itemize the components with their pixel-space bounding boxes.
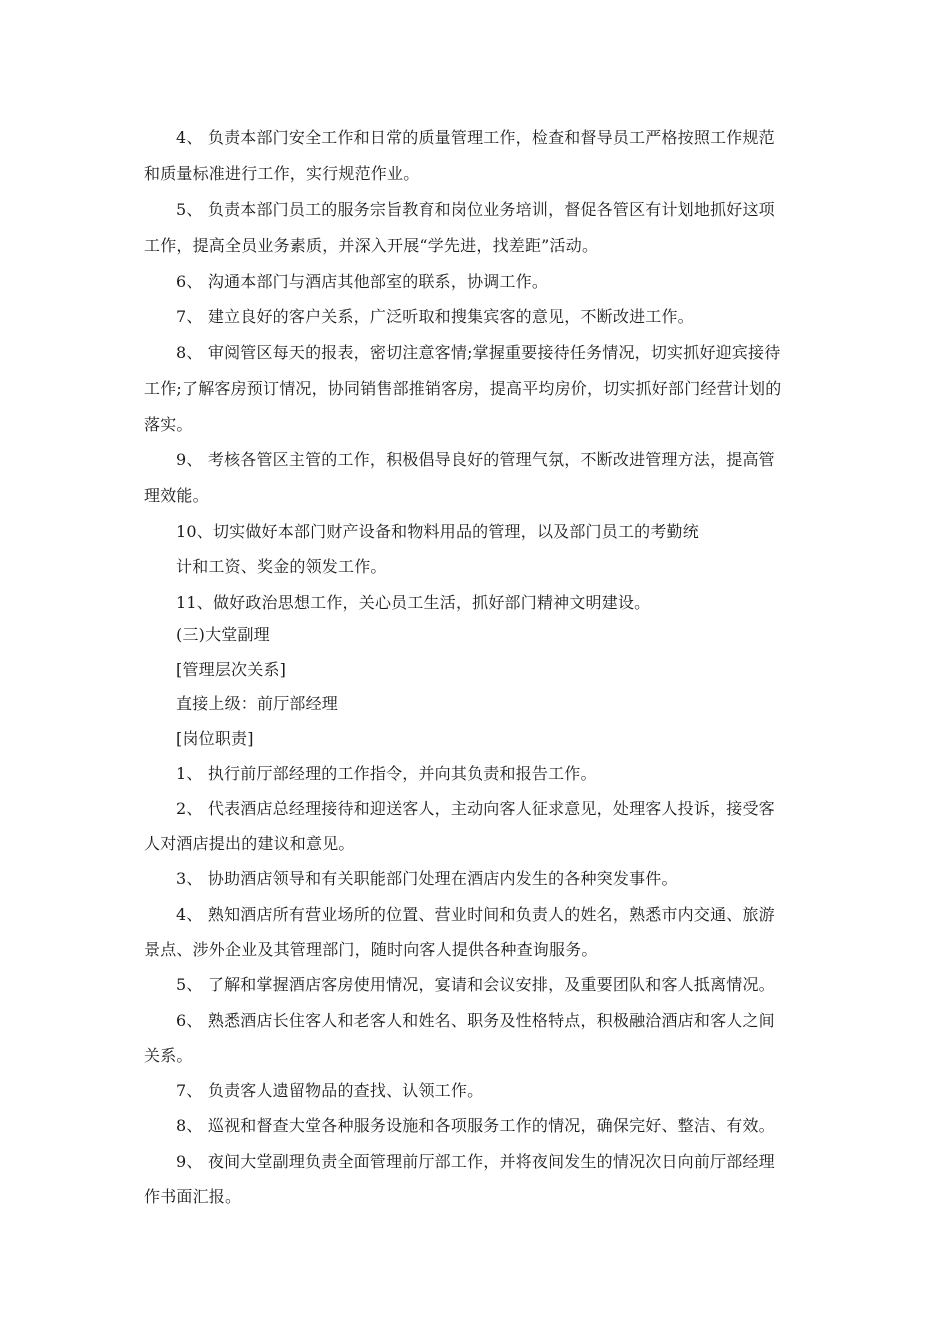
subsection-heading: [岗位职责] bbox=[176, 729, 254, 748]
paragraph-line: 9、 夜间大堂副理负责全面管理前厅部工作，并将夜间发生的情况次日向前厅部经理 bbox=[176, 1152, 775, 1171]
paragraph-line: 3、 协助酒店领导和有关职能部门处理在酒店内发生的各种突发事件。 bbox=[176, 869, 678, 888]
paragraph-line: 作书面汇报。 bbox=[144, 1187, 242, 1206]
paragraph-line: 7、 负责客人遗留物品的查找、认领工作。 bbox=[176, 1081, 484, 1100]
paragraph-line: 6、 熟悉酒店长住客人和老客人和姓名、职务及性格特点，积极融洽酒店和客人之间 bbox=[176, 1011, 775, 1030]
paragraph-line: 8、 审阅管区每天的报表，密切注意客情;掌握重要接待任务情况，切实抓好迎宾接待 bbox=[176, 343, 781, 362]
paragraph-line: 4、 负责本部门安全工作和日常的质量管理工作，检查和督导员工严格按照工作规范 bbox=[176, 128, 775, 147]
paragraph-line: 和质量标准进行工作，实行规范作业。 bbox=[144, 164, 420, 183]
subsection-heading: [管理层次关系] bbox=[176, 660, 287, 679]
paragraph-line: 直接上级：前厅部经理 bbox=[176, 694, 339, 713]
paragraph-line: 8、 巡视和督查大堂各种服务设施和各项服务工作的情况，确保完好、整洁、有效。 bbox=[176, 1116, 775, 1135]
paragraph-line: 景点、涉外企业及其管理部门，随时向客人提供各种查询服务。 bbox=[144, 940, 598, 959]
paragraph-line: 计和工资、奖金的领发工作。 bbox=[176, 557, 387, 576]
paragraph-line: 工作，提高全员业务素质，并深入开展“学先进，找差距”活动。 bbox=[144, 236, 599, 255]
paragraph-line: 2、 代表酒店总经理接待和迎送客人，主动向客人征求意见，处理客人投诉，接受客 bbox=[176, 799, 775, 818]
paragraph-line: 6、 沟通本部门与酒店其他部室的联系，协调工作。 bbox=[176, 272, 549, 291]
section-heading: (三)大堂副理 bbox=[176, 625, 270, 644]
paragraph-line: 5、 了解和掌握酒店客房使用情况，宴请和会议安排，及重要团队和客人抵离情况。 bbox=[176, 975, 775, 994]
paragraph-line: 理效能。 bbox=[144, 486, 209, 505]
paragraph-line: 10、切实做好本部门财产设备和物料用品的管理，以及部门员工的考勤统 bbox=[176, 522, 699, 541]
paragraph-line: 7、 建立良好的客户关系，广泛听取和搜集宾客的意见，不断改进工作。 bbox=[176, 307, 694, 326]
paragraph-line: 人对酒店提出的建议和意见。 bbox=[144, 834, 355, 853]
paragraph-line: 11、做好政治思想工作，关心员工生活，抓好部门精神文明建设。 bbox=[176, 593, 651, 612]
paragraph-line: 9、 考核各管区主管的工作，积极倡导良好的管理气氛，不断改进管理方法，提高管 bbox=[176, 450, 775, 469]
paragraph-line: 5、 负责本部门员工的服务宗旨教育和岗位业务培训，督促各管区有计划地抓好这项 bbox=[176, 200, 775, 219]
paragraph-line: 落实。 bbox=[144, 415, 193, 434]
paragraph-line: 4、 熟知酒店所有营业场所的位置、营业时间和负责人的姓名，熟悉市内交通、旅游 bbox=[176, 905, 775, 924]
paragraph-line: 1、 执行前厅部经理的工作指令，并向其负责和报告工作。 bbox=[176, 764, 597, 783]
paragraph-line: 关系。 bbox=[144, 1046, 193, 1065]
paragraph-line: 工作;了解客房预订情况，协同销售部推销客房，提高平均房价，切实抓好部门经营计划的 bbox=[144, 379, 782, 398]
